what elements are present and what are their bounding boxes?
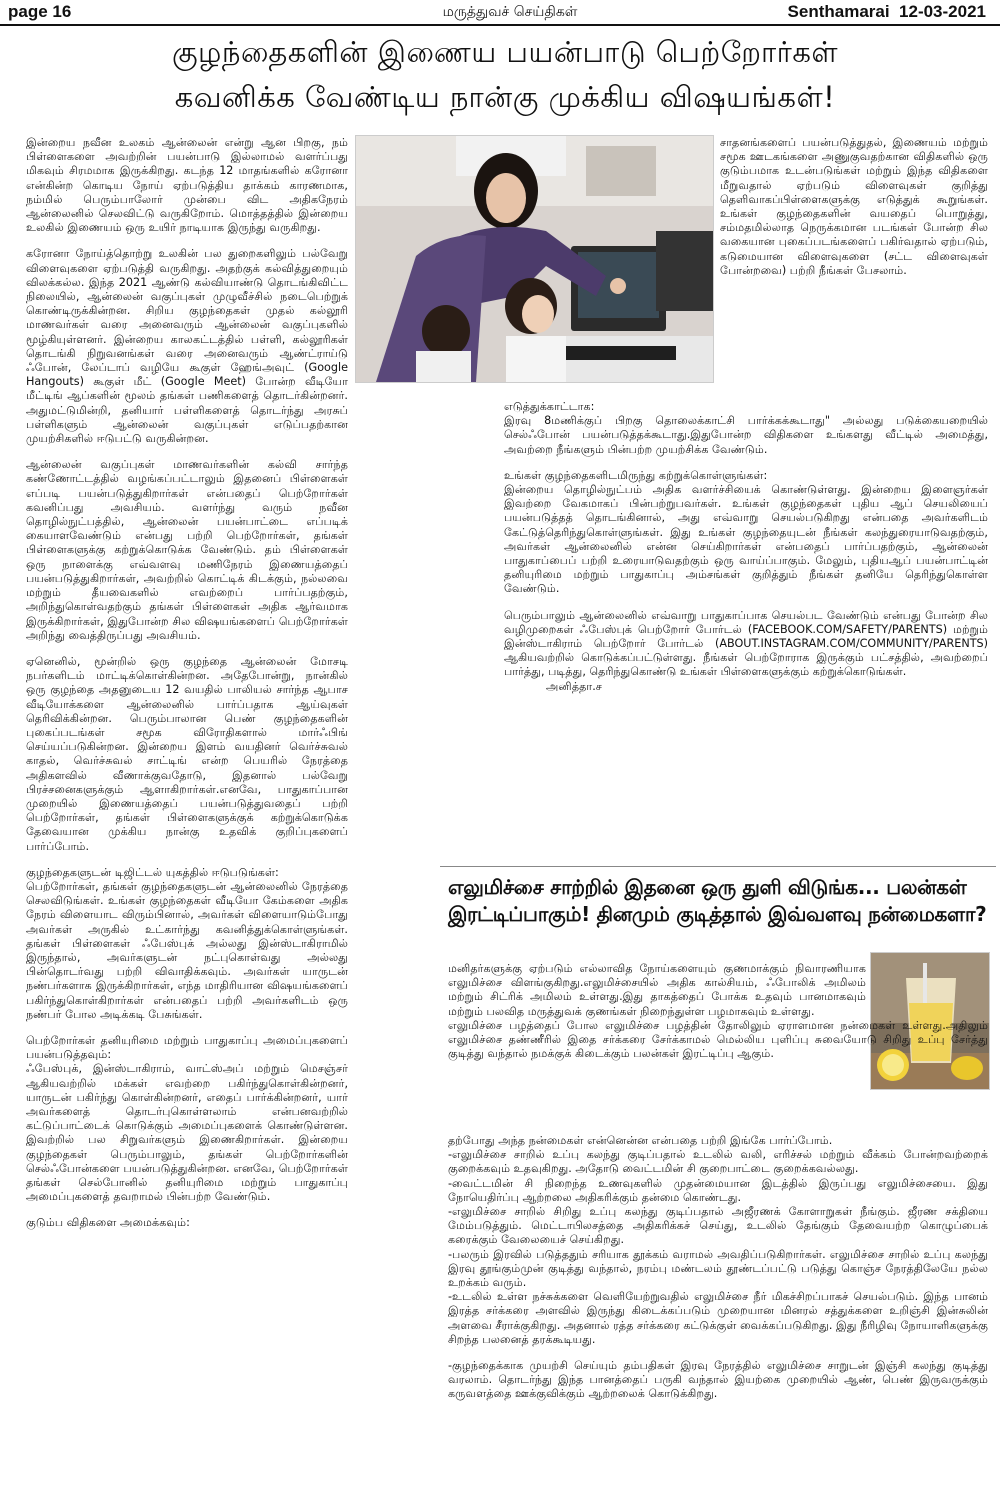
article-column-2 bbox=[504, 400, 988, 860]
lemon-article-top bbox=[448, 962, 988, 1100]
paragraph: கரோனா நோய்த்தொற்று உலகின் பல துறைகளிலும் பல்வேறு விளைவுகளை ஏற்படுத்தி வருகிறது. அதற்குக் கல்வித்துறையும் விலக்கல்ல. இந்த 2021 ஆண்டு கல்வியாண்டு தொடங்கிவிட்ட நிலையில், ஆன்லைன் வகுப்புகள் முழுவீச்சில் நடைபெற்றுக் கொண்டிருக்கின்றன. சிறிய குழந்தைகள் முதல் கல்லூரி மாணவர்கள் வரை அனைவரும் ஆன்லைன் வகுப்புகளில் மூழ்கியுள்ளனர். இன்றைய காலகட்டத்தில் பள்ளி, கல்லூரிகள் தொடங்கி நிறுவனங்கள் வரை அனைவரும் ஆண்ட்ராய்டு ஃபோன், லேப்டாப் வழியே கூகுள் ஹேங்அவுட் (Google Hangouts) கூகுள் மீட் (Google Meet) போன்ற வீடியோ மீட்டிங் ஆப்களின் மூலம் தங்கள் பணிகளைத் தொடர்கின்றனர். அதுமட்டுமின்றி, தனியார் பள்ளிகளைத் தொடர்ந்து அரசுப் பள்ளிகளும் ஆன்லைன் வகுப்புகள் எடுப்பதற்கான முயற்சிகளில் ஈடுபட்டு வருகின்றன. bbox=[26, 247, 348, 446]
subheading: எடுத்துக்காட்டாக: bbox=[504, 400, 595, 413]
paragraph: இன்றைய நவீன உலகம் ஆன்லைன் என்று ஆன பிறகு, நம் பிள்ளைகளை அவற்றின் பயன்பாடு இல்லாமல் வளர்ப்பது மிகவும் சிரமமாக இருக்கிறது. கடந்த 12 மாதங்களில் கரோனா என்கின்ற கொடிய நோய் ஏற்படுத்திய தாக்கம் காரணமாக, நம்மில் பெரும்பாலோர் முன்பை விட அதிகநேரம் ஆன்லைனில் செலவிட்டு வருகிறோம். மொத்தத்தில் இன்றைய உலகில் இணையம் ஒரு உயிர் நாடியாக இருந்து வருகிறது. bbox=[26, 136, 348, 235]
subheading: குழந்தைகளுடன் டிஜிட்டல் யுகத்தில் ஈடுபடுங்கள்: bbox=[26, 865, 279, 879]
paragraph: சாதனங்களைப் பயன்படுத்துதல், இணையம் மற்றும் சமூக ஊடகங்களை அணுகுவதற்கான விதிகளில் ஒரு குடும்பமாக உடன்படுங்கள் மற்றும் இந்த விதிகளை மீறுவதால் ஏற்படும் விளைவுகள் குறித்து தெளிவாகப்பிள்ளைகளுக்கு எடுத்துக் கூறுங்கள். உங்கள் குழந்தைகளின் வயதைப் பொறுத்து, சம்மதமில்லாத நெருக்கமான படங்கள் போன்ற சில வகையான புகைப்படங்களைப் பகிர்வதால் ஏற்படும், கடுமையான விளைவுகளை (சட்ட விளைவுகள் போன்றவை) பற்றி நீங்கள் பேசலாம். bbox=[720, 136, 988, 277]
paragraph: இன்றைய தொழில்நுட்பம் அதிக வளர்ச்சியைக் கொண்டுள்ளது. இன்றைய இளைஞர்கள் இவற்றை வேகமாகப் பின்பற்றுபவர்கள். உங்கள் குழந்தைகள் புதிய ஆப் செயலியைப் பயன்படுத்தத் தொடங்கினால், அது எவ்வாறு செயல்படுகிறது என்பதை அவர்களிடம் கேட்டுத்தெரிந்துகொள்ளுங்கள். இது உங்கள் குழந்தையுடன் நீங்கள் கலந்துரையாடுவதற்கும், அவர்கள் ஆன்லைனில் என்ன செய்கிறார்கள் என்பதைப் பார்ப்பதற்கும், ஆன்லைன் பாதுகாப்பைப் பற்றி உரையாடுவதற்கும் ஒரு வாய்ப்பாகும். மேலும், புதியஆப் பயன்பாட்டின் தனியுரிமை மற்றும் பாதுகாப்பு அம்சங்கள் குறித்தும் நீங்கள் தனியே தெரிந்துகொள்ள வேண்டும். bbox=[504, 483, 988, 596]
publication-name: Senthamarai bbox=[787, 2, 890, 21]
page-number: page 16 bbox=[8, 2, 72, 21]
headline-line-1: குழந்தைகளின் இணைய பயன்பாடு பெற்றோர்கள் bbox=[171, 35, 839, 69]
paragraph: தற்போது அந்த நன்மைகள் என்னென்ன என்பதை பற்றி இங்கே பார்ப்போம். -எலுமிச்சை சாறில் உப்பு கலந்து குடிப்பதால் உடலில் வலி, எரிச்சல் மற்றும் வீக்கம் போன்றவற்றைக் குறைக்கவும் உதவுகிறது. அதோடு வைட்டமின் சி குறைபாட்டை குறைக்கவல்லது. -வைட்டமின் சி நிறைந்த உணவுகளில் முதன்மையான இடத்தில் இருப்பது எலுமிச்சையை. இது நோயெதிர்ப்பு ஆற்றலை அதிகரிக்கும் தன்மை கொண்டது. -எலுமிச்சை சாறில் சிறிது உப்பு கலந்து குடிப்பதால் அஜீரணக் கோளாறுகள் நீங்கும். ஜீரண சக்தியை மேம்படுத்தும். மெட்டாபிலசத்தை அதிகரிக்கச் செய்து, உடலில் தேங்கும் தேவையற்ற கொழுப்பைக் கரைக்கும் வேலையைச் செய்கிறது. -பலரும் இரவில் படுத்ததும் சரியாக தூக்கம் வராமல் அவதிப்படுகிறார்கள். எலுமிச்சை சாறில் உப்பு கலந்து இரவு தூங்கும்முன் குடித்து வந்தால், நரம்பு மண்டலம் தூண்டப்பட்டு படுத்து கொஞ்ச நேரத்திலேயே நல்ல உறக்கம் வரும். -உடலில் உள்ள நச்சுக்களை வெளியேற்றுவதில் எலுமிச்சை நீர் மிகச்சிறப்பாகச் செயல்படும். இந்த பானம் இரத்த சர்க்கரை அளவில் இருந்து கிடைக்கப்படும் முறையான மினரல் சத்துக்களை உறிஞ்சி இன்சுலின் அளவை சீராக்குகிறது. அதனால் ரத்த சர்க்கரை கட்டுக்குள் வைக்கப்படுகிறது. இது நீரிழிவு நோயாளிகளுக்கு சிறந்த பலனைத் தரக்கூடியது. bbox=[448, 1134, 988, 1346]
paragraph: இரவு 8மணிக்குப் பிறகு தொலைக்காட்சி பார்க்கக்கூடாது" அல்லது படுக்கையறையில் செல்ஃபோன் பயன்படுத்தக்கூடாது.இதுபோன்ற விதிகளை உங்களது வீட்டில் அமைத்து, அவற்றை நீங்களும் பின்பற்ற முயற்சிக்க வேண்டும். bbox=[504, 414, 988, 456]
article-headline bbox=[40, 30, 970, 120]
paragraph: ஏனெனில், மூன்றில் ஒரு குழந்தை ஆன்லைன் மோசடி நபர்களிடம் மாட்டிக்கொள்கின்றன. அதேபோன்று, நான்கில் ஒரு குழந்தை அதனுடைய 12 வயதில் பாலியல் சார்ந்த ஆபாச வீடியோக்களை ஆன்லைனில் பார்ப்பதாக ஆய்வுகள் தெரிவிக்கின்றன. பெரும்பாலான பெண் குழந்தைகளின் புகைப்படங்கள் சமூக விரோதிகளால் மார்ஃபிங் செய்யப்படுகின்றன. இன்றைய இளம் வயதினர் வெர்ச்சுவல் காதல், வெர்ச்சுவல் சாட்டிங் என்ற பெயரில் நேரத்தை அதிகளவில் வீணாக்குவதோடு, இதனால் பல்வேறு பிரச்சனைகளுக்கும் ஆளாகிறார்கள்.எனவே, பாதுகாப்பான முறையில் இணையத்தைப் பயன்படுத்துவதைப் பற்றி பெற்றோர்கள், தங்கள் பிள்ளைகளுக்குக் கற்றுக்கொடுக்க தேவையான முக்கிய நான்கு உதவிக் குறிப்புகளைப் பார்ப்போம். bbox=[26, 654, 348, 853]
paragraph: ஃபேஸ்புக், இன்ஸ்டாகிராம், வாட்ஸ்அப் மற்றும் மெசஞ்சர் ஆகியவற்றில் மக்கள் எவற்றை பகிர்ந்துகொள்கின்றனர், யாருடன் பகிர்ந்து கொள்கின்றனர், எதைப் பார்க்கின்றனர், யார் அவர்களைத் தொடர்புகொள்ளலாம் என்பனவற்றில் கட்டுப்பாட்டைக் கொடுக்கும் அமைப்புகளைக் கொண்டுள்ளன. இவற்றில் பல சிறுவர்களும் இணைகிறார்கள். இன்றைய குழந்தைகள் பெரும்பாலும், தங்கள் பெற்றோர்களின் செல்ஃபோன்களை பயன்படுத்துகின்றன. எனவே, பெற்றோர்கள் தங்கள் செல்போனில் தனியுரிமை மற்றும் பாதுகாப்பு அமைப்புகளைத் தவறாமல் பின்பற்ற வேண்டும். bbox=[26, 1062, 348, 1204]
article-divider bbox=[440, 866, 996, 867]
subheading: குடும்ப விதிகளை அமைக்கவும்: bbox=[26, 1216, 190, 1230]
paragraph: ஆன்லைன் வகுப்புகள் மாணவர்களின் கல்வி சார்ந்த கண்ணோட்டத்தில் வழங்கப்பட்டாலும் இதனைப் பிள்ளைகள் எப்படி பயன்படுத்துகிறார்கள் என்பதைப் பெற்றோர்கள் கவனிப்பது அவசியம். வளர்ந்து வரும் நவீன தொழில்நுட்பத்தில், ஆன்லைன் பயன்பாட்டை எப்படிக் கையாளவேண்டும் என்பது பற்றி பெற்றோர்கள், தங்கள் பிள்ளைகளுக்கு கற்றுக்கொடுக்க வேண்டும். தம் பிள்ளைகள் ஒரு நாளைக்கு எவ்வளவு மணிநேரம் இணையத்தைப் பயன்படுத்துகிறார்கள், அவற்றில் கொட்டிக் கிடக்கும், நல்லவை மற்றும் தீயவைகளில் எவற்றைப் பார்ப்பதற்கும், அறிந்துகொள்வதற்கும் தங்கள் பிள்ளைகள் அதிக ஆர்வமாக இருக்கிறார்கள், இதுபோன்ற சில விஷயங்களைப் பெற்றோர்கள் அறிந்து வைத்திருப்பது அவசியம். bbox=[26, 458, 348, 642]
paragraph: -குழந்தைக்காக முயற்சி செய்யும் தம்பதிகள் இரவு நேரத்தில் எலுமிச்சை சாறுடன் இஞ்சி கலந்து குடித்து வரலாம். தொடர்ந்து இந்த பானத்தைப் பருகி வந்தால் இயற்கை முறையில் ஆண், பெண் இருவருக்கும் கருவளத்தை ஊக்குவிக்கும் ஆற்றலைக் கொடுக்கிறது. bbox=[448, 1359, 988, 1401]
paragraph: எலுமிச்சை பழத்தைப் போல எலுமிச்சை பழத்தின் தோலிலும் ஏராளமான நன்மைகள் உள்ளது.அதிலும் எலுமிச்சை தண்ணீரில் இதை சர்க்கரை சேர்க்காமல் மெல்லிய புளிப்பு சுவையோடு சிறிது உப்பு சேர்த்து குடித்து வந்தால் நமக்குக் கிடைக்கும் பலன்கள் இரட்டிப்பு ஆகும். bbox=[448, 1018, 988, 1061]
paragraph: பெரும்பாலும் ஆன்லைனில் எவ்வாறு பாதுகாப்பாக செயல்பட வேண்டும் என்பது போன்ற சில வழிமுறைகள் ஃபேஸ்புக் பெற்றோர் போர்டல் (FACEBOOK.COM/SAFETY/PARENTS) மற்றும் இன்ஸ்டாகிராம் பெற்றோர் போர்டல் (ABOUT.INSTAGRAM.COM/COMMUNITY/PARENTS) ஆகியவற்றில் கொடுக்கப்பட்டுள்ளது. நீங்கள் பெற்றோராக இருக்கும் பட்சத்தில், அவற்றைப் பார்த்து, படித்து, தெரிந்துகொண்டு உங்கள் பிள்ளைகளுக்கும் கற்றுக்கொடுங்கள். bbox=[504, 608, 988, 679]
paragraph: பெற்றோர்கள், தங்கள் குழந்தைகளுடன் ஆன்லைனில் நேரத்தை செலவிடுங்கள். உங்கள் குழந்தைகள் வீடியோ கேம்களை அதிக நேரம் விளையாட விரும்பினால், அவர்கள் விளையாடும்போது அவர்கள் அருகில் உட்கார்ந்து கவனித்துக்கொள்ளுங்கள். தங்கள் பிள்ளைகள் ஃபேஸ்புக் அல்லது இன்ஸ்டாகிராமில் இருந்தால், அவர்களுடன் நட்புகொள்வது அல்லது பின்தொடர்வது பற்றி விவாதிக்கவும். அவர்கள் யாருடன் நண்பர்களாக இருக்கிறார்கள், எந்த மாதிரியான விஷயங்களைப் பகிர்ந்துகொள்கிறார்கள் என்பதைப் பற்றி அவர்களிடம் ஒரு நண்பர் போல அடிக்கடி பேசுங்கள். bbox=[26, 879, 348, 1021]
lemon-article-body bbox=[448, 1134, 988, 1494]
headline-line-2: கவனிக்க வேண்டிய நான்கு முக்கிய விஷயங்கள்! bbox=[174, 80, 836, 114]
classroom-photo-illustration bbox=[356, 136, 713, 382]
article-column-2-top bbox=[720, 136, 988, 386]
publication-date: 12-03-2021 bbox=[899, 2, 986, 21]
subheading: பெற்றோர்கள் தனியுரிமை மற்றும் பாதுகாப்பு அமைப்புகளைப் பயன்படுத்தவும்: bbox=[26, 1033, 348, 1062]
subheading: உங்கள் குழந்தைகளிடமிருந்து கற்றுக்கொள்ளுங்கள்: bbox=[504, 468, 768, 482]
classroom-photo bbox=[355, 135, 714, 383]
article-column-1 bbox=[26, 136, 348, 1486]
masthead bbox=[788, 2, 986, 22]
section-title: மருத்துவச் செய்திகள் bbox=[442, 4, 578, 20]
author-byline: அனித்தா.ச bbox=[546, 679, 602, 693]
header-divider bbox=[0, 24, 1000, 26]
paragraph: மனிதர்களுக்கு ஏற்படும் எல்லாவித நோய்களையும் குணமாக்கும் நிவாரணியாக எலுமிச்சை விளங்குகிறது.எலுமிச்சையில் அதிக கால்சியம், ஃபோலிக் அமிலம் மற்றும் சிட்ரிக் அமிலம் உள்ளது.இது தாகத்தைப் போக்க உதவும் பானமாகவும் மற்றும் பலவித மருத்துவக் குணங்கள் நிறைந்துள்ள பழமாகவும் உள்ளது. bbox=[448, 962, 866, 1018]
lemon-article-headline: எலுமிச்சை சாற்றில் இதனை ஒரு துளி விடுங்க... பலன்கள் இரட்டிப்பாகும்! தினமும் குடித்தால் இவ்வளவு நன்மைகளா? bbox=[448, 875, 987, 926]
